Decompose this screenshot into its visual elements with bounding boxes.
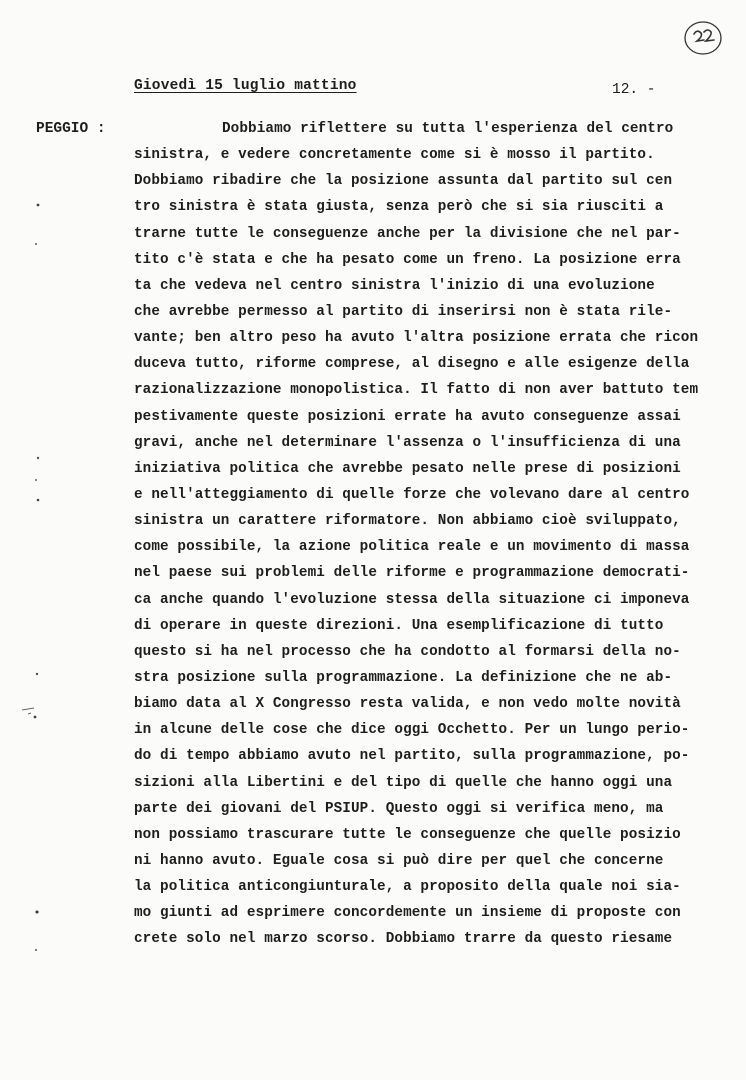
text-line: stra posizione sulla programmazione. La definizione che ne ab- [134,669,673,686]
text-line: biamo data al X Congresso resta valida, e non vedo molte novità [134,696,681,713]
text-line: non possiamo trascurare tutte le conseguenze che quelle posizio [134,826,681,843]
text-line: sinistra un carattere riformatore. Non abbiamo cioè sviluppato, [134,513,681,530]
text-line: trarne tutte le conseguenze anche per la divisione che nel par- [134,225,681,242]
text-line: vante; ben altro peso ha avuto l'altra posizione errata che ricon [134,330,699,347]
text-line: ta che vedeva nel centro sinistra l'inizio di una evoluzione [134,277,655,294]
archive-number-stamp [682,18,724,58]
text-line: sinistra, e vedere concretamente come si è mosso il partito. [134,147,655,164]
text-line: ca anche quando l'evoluzione stessa della situazione ci imponeva [134,591,690,608]
text-line: parte dei giovani del PSIUP. Questo oggi si verifica meno, ma [134,800,664,817]
text-line: razionalizzazione monopolistica. Il fatto di non aver battuto tem [134,382,699,399]
text-line: che avrebbe permesso al partito di inserirsi non è stata rile- [134,303,673,320]
text-line: in alcune delle cose che dice oggi Occhetto. Per un lungo perio- [134,722,690,739]
text-line: Dobbiamo ribadire che la posizione assunta dal partito sul cen [134,173,673,190]
text-line: tro sinistra è stata giusta, senza però che si sia riusciti a [134,199,664,216]
text-line: mo giunti ad esprimere concordemente un insieme di proposte con [134,905,681,922]
text-line: ni hanno avuto. Eguale cosa si può dire per quel che concerne [134,852,664,869]
text-line: pestivamente queste posizioni errate ha avuto conseguenze assai [134,408,681,425]
text-line: do di tempo abbiamo avuto nel partito, sulla programmazione, po- [134,748,690,765]
text-line: tito c'è stata e che ha pesato come un freno. La posizione erra [134,251,681,268]
text-line: Dobbiamo riflettere su tutta l'esperienza del centro [222,121,674,137]
typewritten-body [134,116,714,953]
text-line: crete solo nel marzo scorso. Dobbiamo trarre da questo riesame [134,931,673,948]
text-line: la politica anticongiunturale, a proposito della quale noi sia- [134,879,681,896]
text-line: nel paese sui problemi delle riforme e programmazione democrati- [134,565,690,582]
text-line: duceva tutto, riforme comprese, al disegno e alle esigenze della [134,356,690,373]
page-number: 12. - [612,82,656,98]
speaker-label: PEGGIO : [36,121,106,137]
text-line: gravi, anche nel determinare l'assenza o l'insufficienza di una [134,434,681,451]
text-line: sizioni alla Libertini e del tipo di quelle che hanno oggi una [134,774,673,791]
text-line: di operare in queste direzioni. Una esemplificazione di tutto [134,617,664,634]
text-line: come possibile, la azione politica reale e un movimento di massa [134,539,690,556]
text-line: questo si ha nel processo che ha condotto al formarsi della no- [134,643,681,660]
text-line: iniziativa politica che avrebbe pesato nelle prese di posizioni [134,460,681,477]
text-line: e nell'atteggiamento di quelle forze che volevano dare al centro [134,486,690,503]
document-date-heading: Giovedì 15 luglio mattino [134,78,357,94]
